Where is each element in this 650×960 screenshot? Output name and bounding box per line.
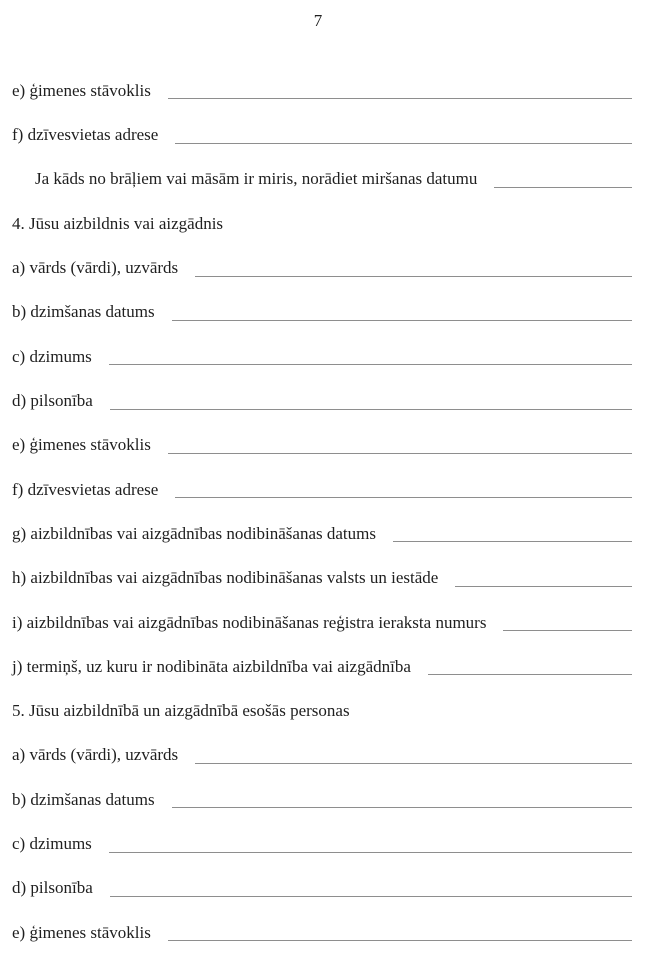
form-line-ward-family-status	[12, 898, 632, 942]
form-line-custody-term	[12, 632, 632, 676]
field-label: h) aizbildnības vai aizgādnības nodibināšanas valsts un iestāde	[12, 568, 439, 588]
fill-in-line	[168, 98, 632, 99]
form-line-section-5-heading	[12, 676, 632, 720]
form-line-custody-register-number	[12, 588, 632, 632]
form-line-guardian-birth-date	[12, 278, 632, 322]
form-line-ward-citizenship	[12, 854, 632, 898]
field-label: f) dzīvesvietas adrese	[12, 479, 159, 499]
fill-in-line	[172, 320, 632, 321]
field-label: b) dzimšanas datums	[12, 302, 155, 322]
field-label: Ja kāds no brāļiem vai māsām ir miris, norādiet miršanas datumu	[35, 169, 478, 189]
form-line-guardian-citizenship	[12, 366, 632, 410]
form-line-custody-country-institution	[12, 543, 632, 587]
form-line-guardian-gender	[12, 322, 632, 366]
field-label: e) ģimenes stāvoklis	[12, 80, 151, 100]
form-line-custody-establishment-date	[12, 499, 632, 543]
fill-in-line	[168, 940, 632, 941]
fill-in-line	[109, 852, 632, 853]
section-heading: 4. Jūsu aizbildnis vai aizgādnis	[12, 213, 224, 233]
form-line-section-4-heading	[12, 189, 632, 233]
fill-in-line	[195, 276, 632, 277]
fill-in-line	[172, 807, 632, 808]
form-line-ward-name-surname	[12, 721, 632, 765]
field-label: g) aizbildnības vai aizgādnības nodibināšanas datums	[12, 523, 376, 543]
field-label: d) pilsonība	[12, 878, 93, 898]
field-label: e) ģimenes stāvoklis	[12, 435, 151, 455]
form-line-family-status	[12, 56, 632, 100]
field-label: c) dzimums	[12, 834, 92, 854]
section-heading: 5. Jūsu aizbildnībā un aizgādnībā esošās personas	[12, 701, 350, 721]
fill-in-line	[393, 541, 632, 542]
fill-in-line	[109, 364, 632, 365]
page-number: 7	[313, 11, 323, 30]
field-label: b) dzimšanas datums	[12, 789, 155, 809]
form-line-residence-address	[12, 100, 632, 144]
form-line-guardian-family-status	[12, 411, 632, 455]
form-line-guardian-residence-address	[12, 455, 632, 499]
field-label: d) pilsonība	[12, 390, 93, 410]
field-label: c) dzimums	[12, 346, 92, 366]
fill-in-line	[195, 763, 632, 764]
fill-in-line	[175, 143, 632, 144]
fill-in-line	[428, 674, 632, 675]
form-line-ward-birth-date	[12, 765, 632, 809]
form-line-ward-gender	[12, 809, 632, 853]
field-label: j) termiņš, uz kuru ir nodibināta aizbildnība vai aizgādnība	[12, 656, 411, 676]
fill-in-line	[110, 409, 632, 410]
fill-in-line	[110, 896, 632, 897]
fill-in-line	[175, 497, 632, 498]
fill-in-line	[455, 586, 632, 587]
field-label: a) vārds (vārdi), uzvārds	[12, 745, 179, 765]
fill-in-line	[503, 630, 632, 631]
form-line-guardian-name-surname	[12, 233, 632, 277]
fill-in-line	[494, 187, 632, 188]
form-line-sibling-death-date	[12, 145, 632, 189]
fill-in-line	[168, 453, 632, 454]
field-label: e) ģimenes stāvoklis	[12, 922, 151, 942]
field-label: a) vārds (vārdi), uzvārds	[12, 258, 179, 278]
form-lines	[12, 56, 632, 942]
field-label: f) dzīvesvietas adrese	[12, 125, 159, 145]
field-label: i) aizbildnības vai aizgādnības nodibināšanas reģistra ieraksta numurs	[12, 612, 487, 632]
